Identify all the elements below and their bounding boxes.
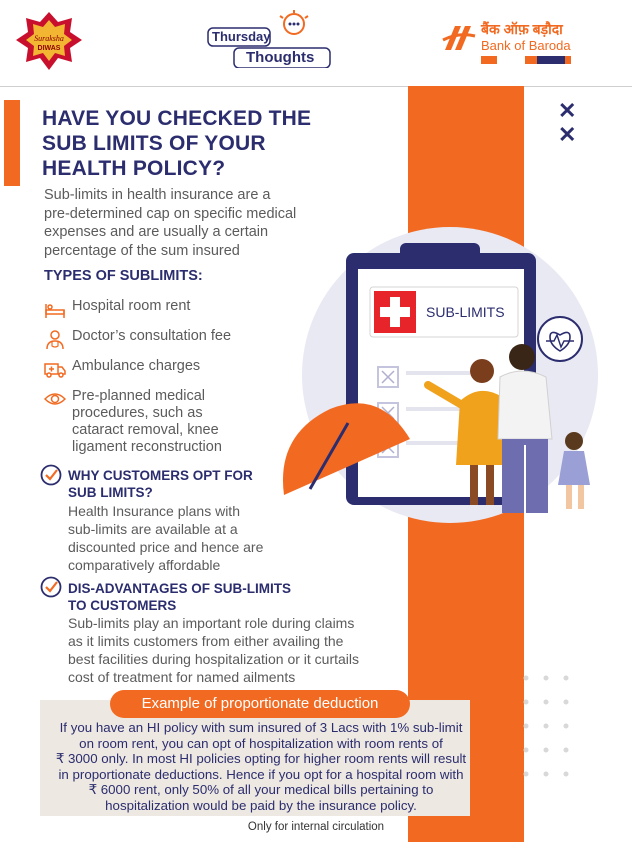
sublimit-item: [44, 388, 252, 456]
disadvantages-text: [68, 614, 408, 686]
why-line: sub-limits are available at a: [68, 521, 238, 537]
dot-grid-decoration: [520, 668, 580, 788]
title-accent-bar: [4, 100, 20, 186]
svg-text:DIWAS: DIWAS: [37, 45, 61, 52]
example-title: Example of proportionate deduction: [110, 690, 410, 718]
example-line: in proportionate deductions. Hence if you opt for a hospital room with: [58, 766, 464, 782]
why-heading-line: SUB LIMITS?: [68, 485, 153, 500]
example-line: ₹ 3000 only. In most HI policies opting for higher room rents will result: [55, 751, 467, 767]
check-circle-icon: [40, 576, 62, 598]
why-heading-line: WHY CUSTOMERS OPT FOR: [68, 468, 253, 483]
intro-line: expenses and are usually a certain: [44, 224, 269, 240]
bank-tagline-bar: [481, 56, 571, 64]
title-line: SUB LIMITS OF YOUR: [42, 132, 266, 155]
family-clipboard-illustration: [270, 225, 610, 525]
sublimit-item: [44, 328, 272, 350]
footer-note: Only for internal circulation: [247, 821, 385, 833]
logo-thursday: Thursday: [212, 29, 271, 44]
sublimit-item: [44, 298, 272, 320]
why-heading: [68, 467, 253, 501]
example-text: [46, 720, 476, 814]
example-line: If you have an HI policy with sum insured of 3 Lacs with 1% sub-limit: [59, 720, 463, 735]
intro-line: percentage of the sum insured: [44, 242, 240, 259]
disadv-line: as it limits customers from either availing the: [68, 633, 344, 649]
disadv-line: cost of treatment for named ailments: [68, 669, 296, 685]
example-line: ₹ 6000 rent, only 50% of all your medical bills pertaining to: [88, 782, 434, 798]
why-line: discounted price and hence are: [68, 539, 264, 555]
bank-name-hindi: बैंक ऑफ़ बड़ौदा: [481, 21, 563, 37]
sublimit-label: Pre-planned medical procedures, such as cataract removal, knee ligament reconstruction: [72, 388, 222, 455]
disadv-line: best facilities during hospitalization or it curtails: [68, 651, 360, 667]
cross-decoration-icon: ✕: [558, 122, 577, 147]
logo-thoughts: Thoughts: [246, 49, 315, 66]
eye-icon: [44, 388, 66, 410]
disadv-heading-line: TO CUSTOMERS: [68, 598, 177, 613]
intro-line: pre-determined cap on specific medical: [44, 205, 297, 222]
bank-name: Bank of Baroda: [481, 38, 571, 53]
disadv-heading-line: DIS-ADVANTAGES OF SUB-LIMITS: [68, 581, 291, 596]
why-line: Health Insurance plans with: [68, 503, 240, 519]
why-line: comparatively affordable: [68, 557, 221, 573]
example-line: hospitalization would be paid by the insurance policy.: [105, 797, 417, 813]
sublimit-label: Hospital room rent: [72, 298, 191, 314]
logo-text-1: Suraksha: [34, 34, 64, 43]
sublimit-item: [44, 358, 272, 380]
check-circle-icon: [40, 464, 62, 486]
bank-of-baroda-logo: [441, 20, 581, 70]
header-divider: [0, 86, 632, 87]
page-title: [42, 106, 372, 181]
types-heading: TYPES OF SUBLIMITS:: [44, 268, 203, 284]
suraksha-diwas-logo: [14, 10, 84, 72]
sublimit-label: Ambulance charges: [72, 358, 201, 374]
intro-line: Sub-limits in health insurance are a: [44, 187, 271, 203]
example-line: on room rent, you can opt of hospitalization with room rents of: [79, 735, 443, 751]
thursday-thoughts-logo: [206, 10, 336, 68]
cross-decoration-icon: ✕: [558, 98, 577, 123]
title-line: HAVE YOU CHECKED THE: [42, 107, 312, 130]
sublimit-label: Doctor’s consultation fee: [72, 328, 232, 344]
hospital-bed-icon: [44, 298, 66, 320]
title-line: HEALTH POLICY?: [42, 157, 226, 180]
doctor-icon: [44, 328, 66, 350]
ambulance-icon: [44, 358, 66, 380]
sub-limits-card-label: SUB-LIMITS: [426, 304, 505, 320]
disadvantages-heading: [68, 580, 291, 614]
disadv-line: Sub-limits play an important role during claims: [68, 615, 355, 631]
